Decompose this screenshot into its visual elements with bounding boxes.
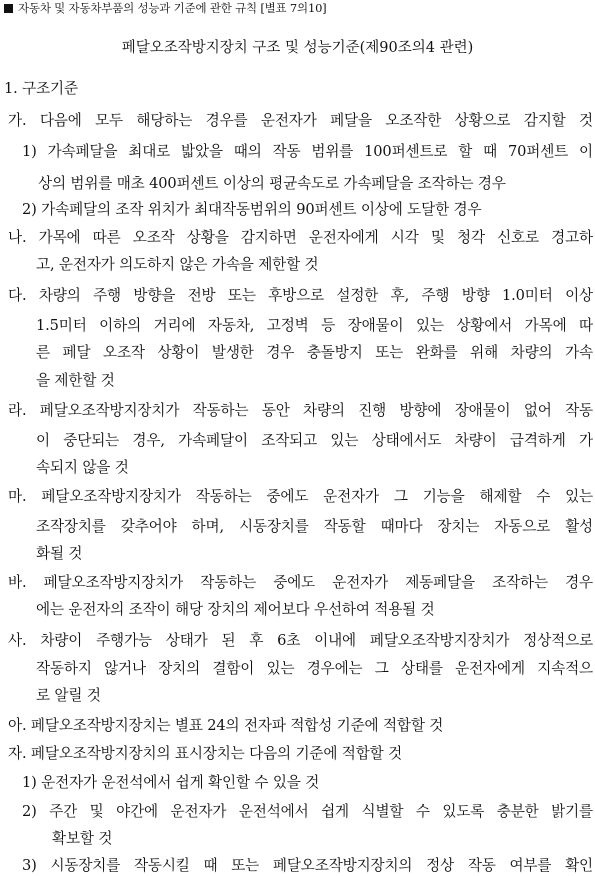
clause-ra: 라. 페달오조작방지장치가 작동하는 동안 차량의 진행 방향에 장애물이 없어 작동 bbox=[8, 402, 593, 419]
clause-ma-cont-1: 조작장치를 갖추어야 하며, 시동장치를 작동할 때마다 장치는 자동으로 활성 bbox=[36, 518, 593, 535]
header-text: 자동차 및 자동차부품의 성능과 기준에 관한 규칙 [별표 7의10] bbox=[18, 1, 327, 15]
clause-ba-cont: 에는 운전자의 조작이 해당 장치의 제어보다 우선하여 적용될 것 bbox=[36, 601, 435, 618]
clause-ma-cont-2: 화될 것 bbox=[36, 545, 83, 562]
clause-da-cont-1: 1.5미터 이하의 거리에 자동차, 고정벽 등 장애물이 있는 상황에서 가목에 따 bbox=[36, 317, 593, 334]
item-ga-1-cont: 상의 범위를 매초 400퍼센트 이상의 평균속도로 가속페달을 조작하는 경우 bbox=[38, 175, 506, 192]
item-ja-2: 2) 주간 및 야간에 운전자가 운전석에서 쉽게 식별할 수 있도록 충분한 밝기를 bbox=[22, 803, 593, 820]
item-ga-1: 1) 가속페달을 최대로 밟았을 때의 작동 범위를 100퍼센트로 할 때 70퍼센트 이 bbox=[22, 143, 593, 160]
clause-da-cont-3: 을 제한할 것 bbox=[36, 372, 115, 389]
clause-ra-cont-1: 이 중단되는 경우, 가속페달이 조작되고 있는 상태에서도 차량이 급격하게 가 bbox=[36, 432, 593, 449]
item-ga-2: 2) 가속페달의 조작 위치가 최대작동범위의 90퍼센트 이상에 도달한 경우 bbox=[22, 201, 482, 218]
item-ja-3: 3) 시동장치를 작동시킬 때 또는 페달오조작방지장치의 정상 작동 여부를 확인 bbox=[22, 857, 593, 874]
item-ja-2-cont: 확보할 것 bbox=[52, 830, 113, 847]
clause-sa-cont-2: 로 알릴 것 bbox=[36, 687, 101, 704]
clause-sa: 사. 차량이 주행가능 상태가 된 후 6초 이내에 페달오조작방지장치가 정상적으로 bbox=[8, 632, 593, 649]
clause-na: 나. 가목에 따른 오조작 상황을 감지하면 운전자에게 시각 및 청각 신호로 경고하 bbox=[8, 229, 593, 246]
item-ja-1: 1) 운전자가 운전석에서 쉽게 확인할 수 있을 것 bbox=[22, 774, 320, 791]
clause-sa-cont-1: 작동하지 않거나 장치의 결함이 있는 경우에는 그 상태를 운전자에게 지속적으 bbox=[36, 660, 593, 677]
square-bullet-icon bbox=[4, 4, 13, 13]
page-header bbox=[4, 0, 326, 16]
clause-ba: 바. 페달오조작방지장치가 작동하는 중에도 운전자가 제동페달을 조작하는 경우 bbox=[8, 574, 593, 591]
document-title: 페달오조작방지장치 구조 및 성능기준(제90조의4 관련) bbox=[121, 40, 474, 56]
clause-ma: 마. 페달오조작방지장치가 작동하는 중에도 운전자가 그 기능을 해제할 수 있는 bbox=[8, 488, 593, 505]
clause-da-cont-2: 른 페달 오조작 상황이 발생한 경우 충돌방지 또는 완화를 위해 차량의 가속 bbox=[36, 344, 593, 361]
clause-da: 다. 차량의 주행 방향을 전방 또는 후방으로 설정한 후, 주행 방향 1.0미터 이상 bbox=[8, 287, 593, 304]
clause-ga: 가. 다음에 모두 해당하는 경우를 운전자가 페달을 오조작한 상황으로 감지할 것 bbox=[8, 112, 593, 129]
clause-na-cont: 고, 운전자가 의도하지 않은 가속을 제한할 것 bbox=[36, 256, 319, 273]
section-heading: 1. 구조기준 bbox=[4, 80, 78, 97]
clause-a: 아. 페달오조작방지장치는 별표 24의 전자파 적합성 기준에 적합할 것 bbox=[8, 717, 444, 734]
clause-ra-cont-2: 속되지 않을 것 bbox=[36, 459, 129, 476]
clause-ja: 자. 페달오조작방지장치의 표시장치는 다음의 기준에 적합할 것 bbox=[8, 745, 403, 762]
